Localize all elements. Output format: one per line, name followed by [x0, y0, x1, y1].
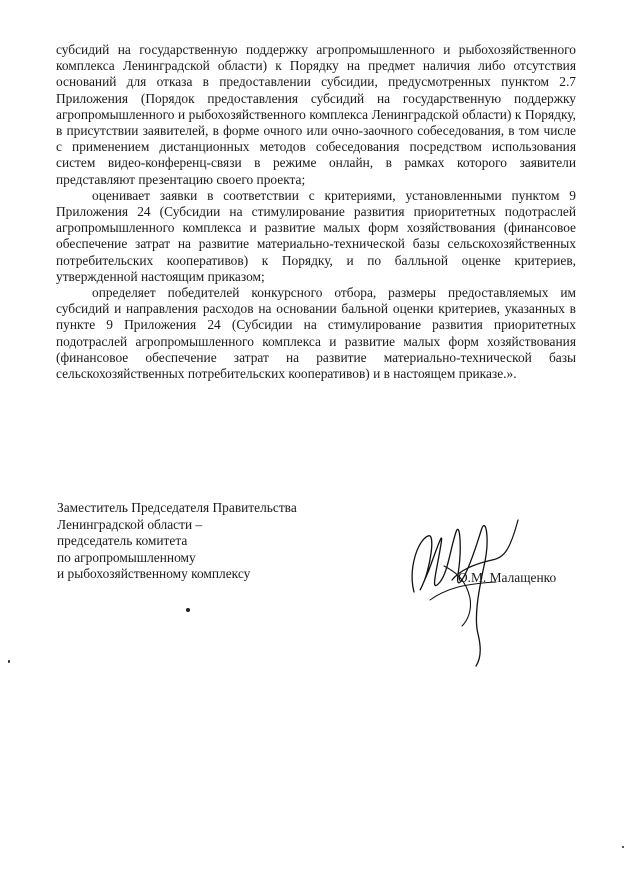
signatory-line: председатель комитета: [57, 533, 188, 548]
signatory-line: Ленинградской области –: [57, 516, 203, 532]
scan-speck: [622, 846, 624, 848]
paragraph-continuation: субсидий на государственную поддержку агропромышленного и рыбохозяйственного комплекса Ленинградской области) к Порядку на предмет наличия либо отсутствия оснований для отказа в предоставлении субсидии, предусмотренных пунктом 2.7 Приложения (Порядок предоставления субсидий на государственную поддержку агропромышленного и рыбохозяйственного комплекса Ленинградской области) к Порядку, в присутствии заявителей, в форме очного или очно-заочного собеседования, в том числе с применением дистанционных методов собеседования посредством использования систем видео-конференц-связи в режиме онлайн, в рамках которого заявители представляют презентацию своего проекта;: [56, 42, 576, 187]
signatory-line: и рыбохозяйственному комплексу: [57, 566, 251, 581]
scan-speck: [186, 608, 190, 612]
signatory-line: по агропромышленному: [57, 549, 196, 565]
paragraph-evaluates: оценивает заявки в соответствии с критериями, установленными пунктом 9 Приложения 24 (Субсидии на стимулирование развития приоритетных подотраслей агропромышленного комплекса и развитие малых форм хозяйствования (финансовое обеспечение затрат на развитие материально-технической базы сельскохозяйственных потребительских кооперативов) к Порядку, и по балльной оценке критериев, утвержденной настоящим приказом;: [56, 187, 576, 284]
handwritten-signature: [400, 510, 540, 670]
document-body: [56, 42, 576, 382]
signatory-name: О.М. Малащенко: [458, 570, 557, 585]
scan-speck: [8, 660, 10, 663]
signatory-title: [57, 500, 297, 583]
paragraph-determines: определяет победителей конкурсного отбора, размеры предоставляемых им субсидий и направления расходов на основании бальной оценки критериев, указанных в пункте 9 Приложения 24 (Субсидии на стимулирование развития приоритетных подотраслей агропромышленного комплекса и развитие малых форм хозяйствования (финансовое обеспечение затрат на развитие материально-технической базы сельскохозяйственных потребительских кооперативов) и в настоящем приказе.».: [56, 285, 576, 382]
signatory-line: Заместитель Председателя Правительства: [57, 500, 297, 515]
